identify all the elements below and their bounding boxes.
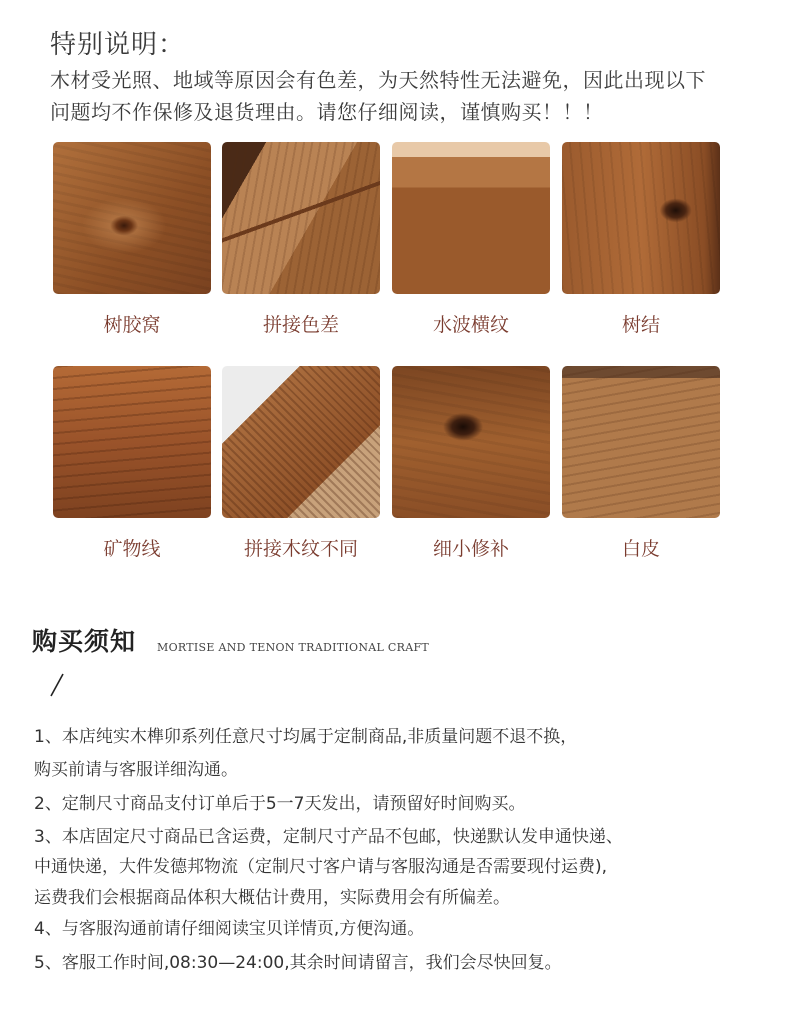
- purchase-note-4: 4、与客服沟通前请仔细阅读宝贝详情页,方便沟通。: [34, 919, 425, 939]
- purchase-note-3-cont-2: 运费我们会根据商品体积大概估计费用，实际费用会有所偏差。: [34, 888, 510, 908]
- purchase-note-2: 2、定制尺寸商品支付订单后于5一7天发出，请预留好时间购买。: [34, 794, 526, 814]
- resin-pocket-image: [53, 142, 211, 294]
- knot-image: [562, 142, 720, 294]
- purchase-note-1: 1、本店纯实木榫卯系列任意尺寸均属于定制商品,非质量问题不退不换，: [34, 727, 578, 747]
- purchase-notice-subtitle: MORTISE AND TENON TRADITIONAL CRAFT: [157, 641, 430, 654]
- sapwood-label: 白皮: [621, 538, 660, 560]
- small-repair-label: 细小修补: [432, 538, 509, 560]
- sapwood-image: [562, 366, 720, 518]
- special-notice-line-1: 木材受光照、地域等原因会有色差，为天然特性无法避免，因此出现以下: [50, 68, 706, 92]
- small-repair-image: [392, 366, 550, 518]
- mineral-line-image: [53, 366, 211, 518]
- purchase-note-3: 3、本店固定尺寸商品已含运费，定制尺寸产品不包邮，快递默认发申通快递、: [34, 827, 623, 847]
- purchase-notice-title: 购买须知: [32, 627, 137, 656]
- special-notice-title: 特别说明：: [50, 30, 186, 60]
- wave-grain-label: 水波横纹: [432, 314, 509, 336]
- purchase-note-3-cont-1: 中通快递，大件发德邦物流（定制尺寸客户请与客服沟通是否需要现付运费),: [34, 857, 608, 877]
- splice-color-image: [222, 142, 380, 294]
- purchase-note-5: 5、客服工作时间,08:30—24:00,其余时间请留言，我们会尽快回复。: [34, 953, 562, 973]
- mineral-line-label: 矿物线: [103, 538, 161, 560]
- slash-divider-icon: [47, 672, 67, 698]
- knot-label: 树结: [621, 314, 660, 336]
- splice-color-label: 拼接色差: [262, 314, 339, 336]
- splice-grain-label: 拼接木纹不同: [243, 538, 358, 560]
- splice-grain-image: [222, 366, 380, 518]
- resin-pocket-label: 树胶窝: [103, 314, 161, 336]
- special-notice-line-2: 问题均不作保修及退货理由。请您仔细阅读，谨慎购买！！！: [50, 100, 604, 124]
- wave-grain-image: [392, 142, 550, 294]
- purchase-note-1-cont: 购买前请与客服详细沟通。: [34, 760, 238, 780]
